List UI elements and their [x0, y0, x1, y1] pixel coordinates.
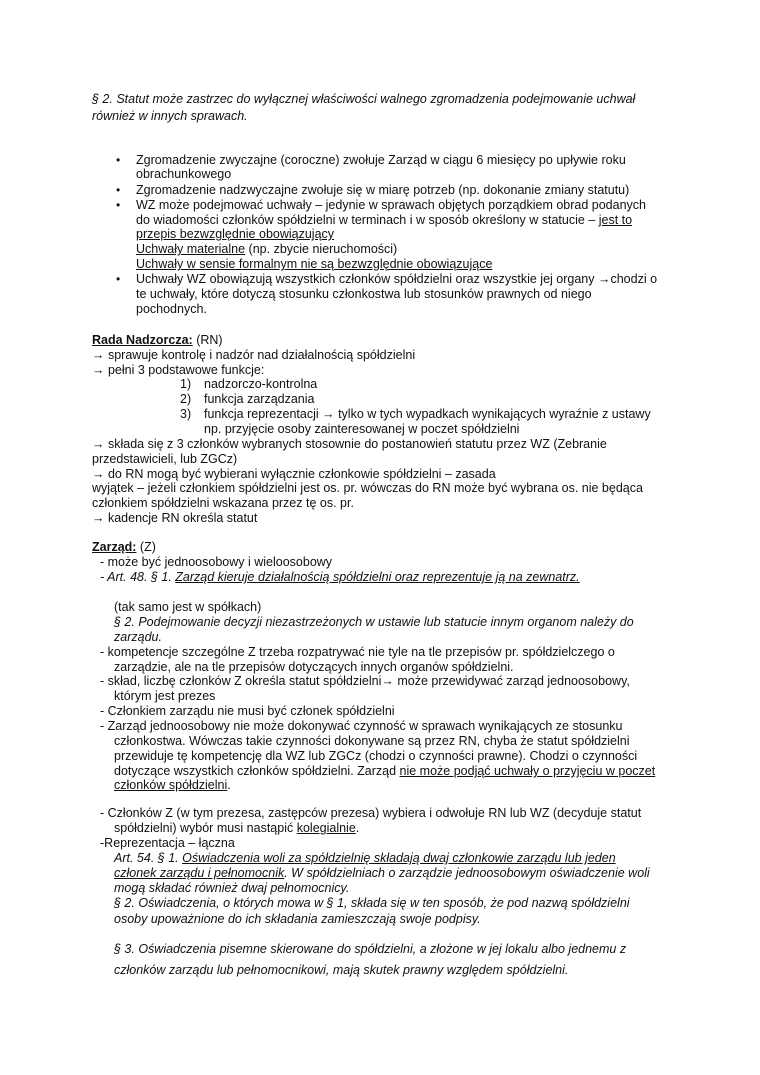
z-line: § 3. Oświadczenia pisemne skierowane do spółdzielni, a złożone w jej lokalu albo jednemu z — [114, 942, 627, 956]
z-line: - Członków Z (w tym prezesa, zastępców prezesa) wybiera i odwołuje RN lub WZ (decyduje statut — [100, 806, 642, 820]
rn-line: → do RN mogą być wybierani wyłącznie członkowie spółdzielni – zasada — [92, 467, 496, 481]
text-run: dotyczące wszystkich członków spółdzielni. Zarząd — [114, 764, 400, 778]
statute-paragraph-line: również w innych sprawach. — [92, 109, 248, 123]
list-number: 3) — [180, 407, 192, 421]
bullet-text: Zgromadzenie nadzwyczajne zwołuje się w miarę potrzeb (np. dokonanie zmiany statutu) — [136, 183, 630, 197]
z-line: zarządzie, ale na tle przepisów dotyczących innych organów spółdzielni. — [114, 660, 514, 674]
underlined-text: członek zarządu i pełnomocnik — [114, 866, 285, 880]
z-line: § 2. Oświadczenia, o których mowa w § 1, składa się w ten sposób, że pod nazwą spółdzielni — [114, 896, 630, 910]
bullet-text: pochodnych. — [136, 302, 207, 316]
section-heading-z — [92, 540, 156, 555]
z-line: - może być jednoosobowy i wieloosobowy — [100, 555, 333, 569]
underlined-text: Zarząd kieruje działalnością spółdzielni oraz reprezentuje ją na zewnatrz. — [175, 570, 580, 584]
section-heading-rn — [92, 333, 223, 348]
z-line: osoby upoważnione do ich składania zamieszczają swoje podpisy. — [114, 912, 481, 926]
heading-suffix: (RN) — [192, 333, 223, 347]
z-line: zarządu. — [114, 630, 162, 644]
underlined-text: Uchwały w sensie formalnym nie są bezwzględnie obowiązujące — [136, 257, 493, 271]
bullet-text: te uchwały, które dotyczą stosunku członkostwa lub stosunków prawnych od niego — [136, 287, 592, 301]
z-line: członków zarządu lub pełnomocnikowi, mają skutek prawny względem spółdzielni. — [114, 963, 569, 977]
text-run: . — [227, 778, 231, 792]
list-number: 2) — [180, 392, 192, 406]
z-line: - kompetencje szczególne Z trzeba rozpatrywać nie tyle na tle przepisów pr. spółdzielczego o — [100, 645, 615, 659]
text-run: spółdzielni) wybór musi nastąpić — [114, 821, 297, 835]
heading-suffix: (Z) — [136, 540, 156, 554]
bullet-glyph: • — [116, 198, 121, 212]
underlined-text: członków spółdzielni — [114, 778, 228, 792]
z-line — [114, 866, 650, 881]
underlined-text: Oświadczenia woli za spółdzielnię składają dwaj członkowie zarządu lub jeden — [182, 851, 616, 865]
bullet-text: obrachunkowego — [136, 167, 232, 181]
text-run: . W spółdzielniach o zarządzie jednoosobowym oświadczenie woli — [284, 866, 650, 880]
z-line — [114, 821, 359, 836]
text-run: . — [355, 821, 360, 835]
function-item: funkcja reprezentacji → tylko w tych wypadkach wynikających wyraźnie z ustawy — [204, 407, 651, 421]
bullet-glyph: • — [116, 272, 121, 286]
bullet-text — [136, 213, 632, 228]
function-item: nadzorczo-kontrolna — [204, 377, 318, 391]
rn-line: członkiem spółdzielni wskazana przez tę os. pr. — [92, 496, 354, 510]
bullet-text: Uchwały WZ obowiązują wszystkich członków spółdzielni oraz wszystkie jej organy →chodzi o — [136, 272, 658, 286]
z-line: którym jest prezes — [114, 689, 216, 703]
bullet-glyph: • — [116, 183, 121, 197]
z-line: przewiduje tę kompetencję dla WZ lub ZGCz (chodzi o czynności prawne). Chodzi o czynności — [114, 749, 638, 763]
rn-line: wyjątek – jeżeli członkiem spółdzielni jest os. pr. wówczas do RN może być wybrana os. nie będąca — [92, 481, 643, 495]
underlined-text: jest to — [598, 213, 633, 227]
z-line: - skład, liczbę członków Z określa statut spółdzielni→ może przewidywać zarząd jednoosobowy, — [100, 674, 630, 688]
bullet-text — [136, 242, 397, 257]
heading-label: Zarząd: — [92, 540, 137, 554]
bullet-text: Zgromadzenie zwyczajne (coroczne) zwołuje Zarząd w ciągu 6 miesięcy po upływie roku — [136, 153, 626, 167]
function-item: funkcja zarządzania — [204, 392, 315, 406]
text-run: - Art. 48. § 1. — [100, 570, 176, 584]
rn-line: → pełni 3 podstawowe funkcje: — [92, 363, 265, 377]
underlined-text: przepis bezwzględnie obowiązujący — [136, 227, 335, 241]
underlined-text: kolegialnie — [296, 821, 356, 835]
rn-line: → składa się z 3 członków wybranych stosownie do postanowień statutu przez WZ (Zebranie — [92, 437, 607, 451]
rn-line: przedstawicieli, lub ZGCz) — [92, 452, 238, 466]
statute-paragraph-line: § 2. Statut może zastrzec do wyłącznej właściwości walnego zgromadzenia podejmowanie uchwał — [92, 92, 636, 106]
function-item-cont: np. przyjęcie osoby zainteresowanej w poczet spółdzielni — [204, 422, 520, 436]
z-line: - Członkiem zarządu nie musi być członek spółdzielni — [100, 704, 395, 718]
bullet-glyph: • — [116, 153, 121, 167]
rn-line: → sprawuje kontrolę i nadzór nad działalnością spółdzielni — [92, 348, 416, 362]
text-run: Art. 54. § 1. — [114, 851, 183, 865]
underlined-text: nie może podjąć uchwały o przyjęciu w poczet — [399, 764, 656, 778]
z-line: -Reprezentacja – łączna — [100, 836, 235, 850]
bullet-text: WZ może podejmować uchwały – jedynie w sprawach objętych porządkiem obrad podanych — [136, 198, 646, 212]
list-number: 1) — [180, 377, 192, 391]
z-line — [114, 764, 655, 779]
z-line — [114, 851, 616, 866]
z-line: § 2. Podejmowanie decyzji niezastrzeżonych w ustawie lub statucie innym organom należy do — [114, 615, 634, 629]
heading-label: Rada Nadzorcza: — [92, 333, 193, 347]
rn-line: → kadencje RN określa statut — [92, 511, 258, 525]
text-run: do wiadomości członków spółdzielni w terminach i w sposób określony w statucie – — [136, 213, 599, 227]
z-line: (tak samo jest w spółkach) — [114, 600, 262, 614]
z-line — [114, 778, 231, 793]
z-line: członkostwa. Wówczas takie czynności dokonywane są przez RN, chyba że statut spółdzielni — [114, 734, 630, 748]
underlined-text: Uchwały materialne — [136, 242, 246, 256]
z-line: mogą składać również dwaj pełnomocnicy. — [114, 881, 350, 895]
z-line: - Zarząd jednoosobowy nie może dokonywać czynność w sprawach wynikających ze stosunku — [100, 719, 623, 733]
z-line — [100, 570, 580, 585]
text-run: (np. zbycie nieruchomości) — [245, 242, 398, 256]
